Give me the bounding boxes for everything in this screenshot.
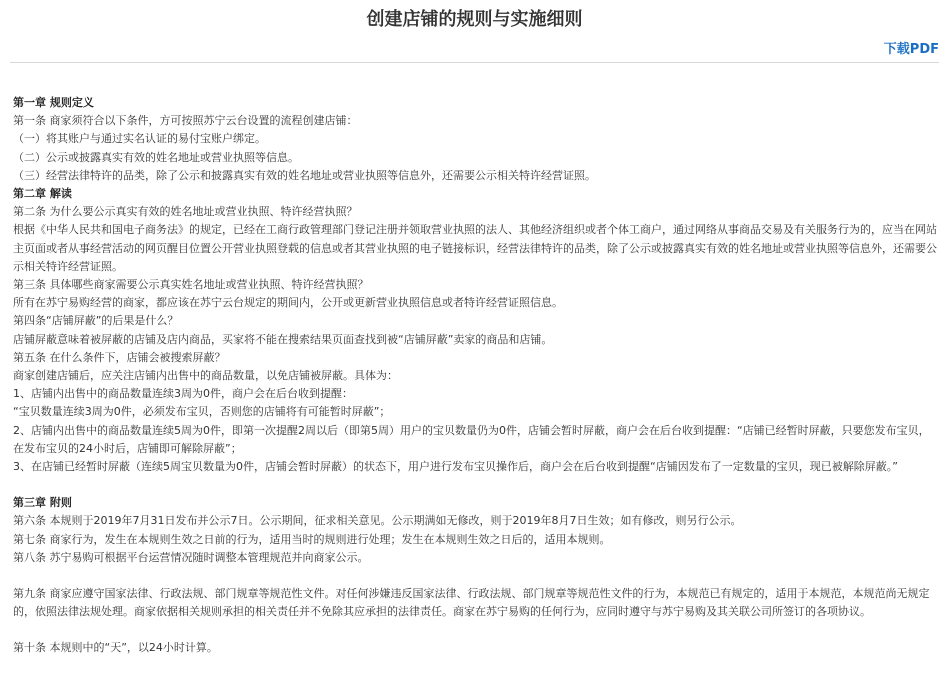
rule-paragraph: 第五条 在什么条件下，店铺会被搜索屏蔽？	[13, 350, 226, 364]
rule-paragraph: （三）经营法律特许的品类，除了公示和披露真实有效的姓名地址或营业执照等信息外，还需要公示相关特许经营证照。	[13, 168, 596, 182]
rule-paragraph: 第三条 具体哪些商家需要公示真实姓名地址或营业执照、特许经营执照？	[13, 278, 369, 292]
rule-paragraph: 店铺屏蔽意味着被屏蔽的店铺及店内商品，买家将不能在搜索结果页面查找到被“店铺屏蔽”卖家的商品和店铺。	[13, 332, 553, 346]
rule-paragraph: 第二条 为什么要公示真实有效的姓名地址或营业执照、特许经营执照？	[13, 205, 358, 219]
rule-paragraph: 1、店铺内出售中的商品数量连续3周为0件，商户会在后台收到提醒：	[13, 387, 353, 401]
header-divider	[10, 62, 939, 63]
chapter-heading: 第一章 规则定义	[13, 96, 94, 109]
rule-paragraph: 根据《中华人民共和国电子商务法》的规定，已经在工商行政管理部门登记注册并领取营业执照的法人、其他经济组织或者个体工商户，通过网络从事商品交易及有关服务行为的，应当在网站主页面或者从事经营活动的网页醒目位置公开营业执照登载的信息或者其营业执照的电子链接标识，经营法律特许的品类，除了公示或披露真实有效的姓名地址或营业执照等信息外，还需要公示相关特许经营证照。	[13, 223, 937, 273]
section-gap	[13, 621, 938, 639]
rule-paragraph: 第四条“店铺屏蔽”的后果是什么？	[13, 314, 179, 328]
rule-paragraph: 第一条 商家须符合以下条件，方可按照苏宁云台设置的流程创建店铺：	[13, 114, 358, 128]
page-title: 创建店铺的规则与实施细则	[366, 9, 583, 30]
download-pdf-link[interactable]: 下载PDF	[883, 42, 939, 57]
rule-paragraph: 商家创建店铺后，应关注店铺内出售中的商品数量，以免店铺被屏蔽。具体为：	[13, 369, 398, 383]
rule-paragraph: 第十条 本规则中的“天”，以24小时计算。	[13, 641, 218, 655]
rule-paragraph: （一）将其账户与通过实名认证的易付宝账户绑定。	[13, 132, 266, 146]
chapter-heading: 第三章 附则	[13, 496, 72, 510]
section-gap	[13, 567, 938, 585]
rule-paragraph: 3、在店铺已经暂时屏蔽（连续5周宝贝数量为0件，店铺会暂时屏蔽）的状态下，用户进行发布宝贝操作后，商户会在后台收到提醒“店铺因发布了一定数量的宝贝，现已被解除屏蔽。”	[13, 460, 898, 474]
rules-content	[13, 94, 938, 658]
rule-paragraph: 2、店铺内出售中的商品数量连续5周为0件，即第一次提醒2周以后（即第5周）用户的宝贝数量仍为0件，店铺会暂时屏蔽，商户会在后台收到提醒：“店铺已经暂时屏蔽，只要您发布宝贝，在发布宝贝的24小时后，店铺即可解除屏蔽”；	[13, 423, 930, 455]
rule-paragraph: “宝贝数量连续3周为0件，必须发布宝贝，否则您的店铺将有可能暂时屏蔽”；	[13, 405, 391, 419]
rule-paragraph: 第六条 本规则于2019年7月31日发布并公示7日。公示期间，征求相关意见。公示期满如无修改，则于2019年8月7日生效；如有修改，则另行公示。	[13, 514, 742, 528]
rule-paragraph: 所有在苏宁易购经营的商家，都应该在苏宁云台规定的期间内，公开或更新营业执照信息或者特许经营证照信息。	[13, 296, 563, 310]
rule-paragraph: 第九条 商家应遵守国家法律、行政法规、部门规章等规范性文件。对任何涉嫌违反国家法律、行政法规、部门规章等规范性文件的行为，本规范已有规定的，适用于本规范，本规范尚无规定的，依照法律法规处理。商家依据相关规则承担的相关责任并不免除其应承担的法律责任。商家在苏宁易购的任何行为，应同时遵守与苏宁易购及其关联公司所签订的各项协议。	[13, 587, 930, 619]
section-gap	[13, 476, 938, 494]
rule-paragraph: 第七条 商家行为，发生在本规则生效之日前的行为，适用当时的规则进行处理；发生在本规则生效之日后的，适用本规则。	[13, 532, 611, 546]
rule-paragraph: （二）公示或披露真实有效的姓名地址或营业执照等信息。	[13, 150, 299, 164]
chapter-heading: 第二章 解读	[13, 187, 72, 201]
rule-paragraph: 第八条 苏宁易购可根据平台运营情况随时调整本管理规范并向商家公示。	[13, 550, 369, 564]
